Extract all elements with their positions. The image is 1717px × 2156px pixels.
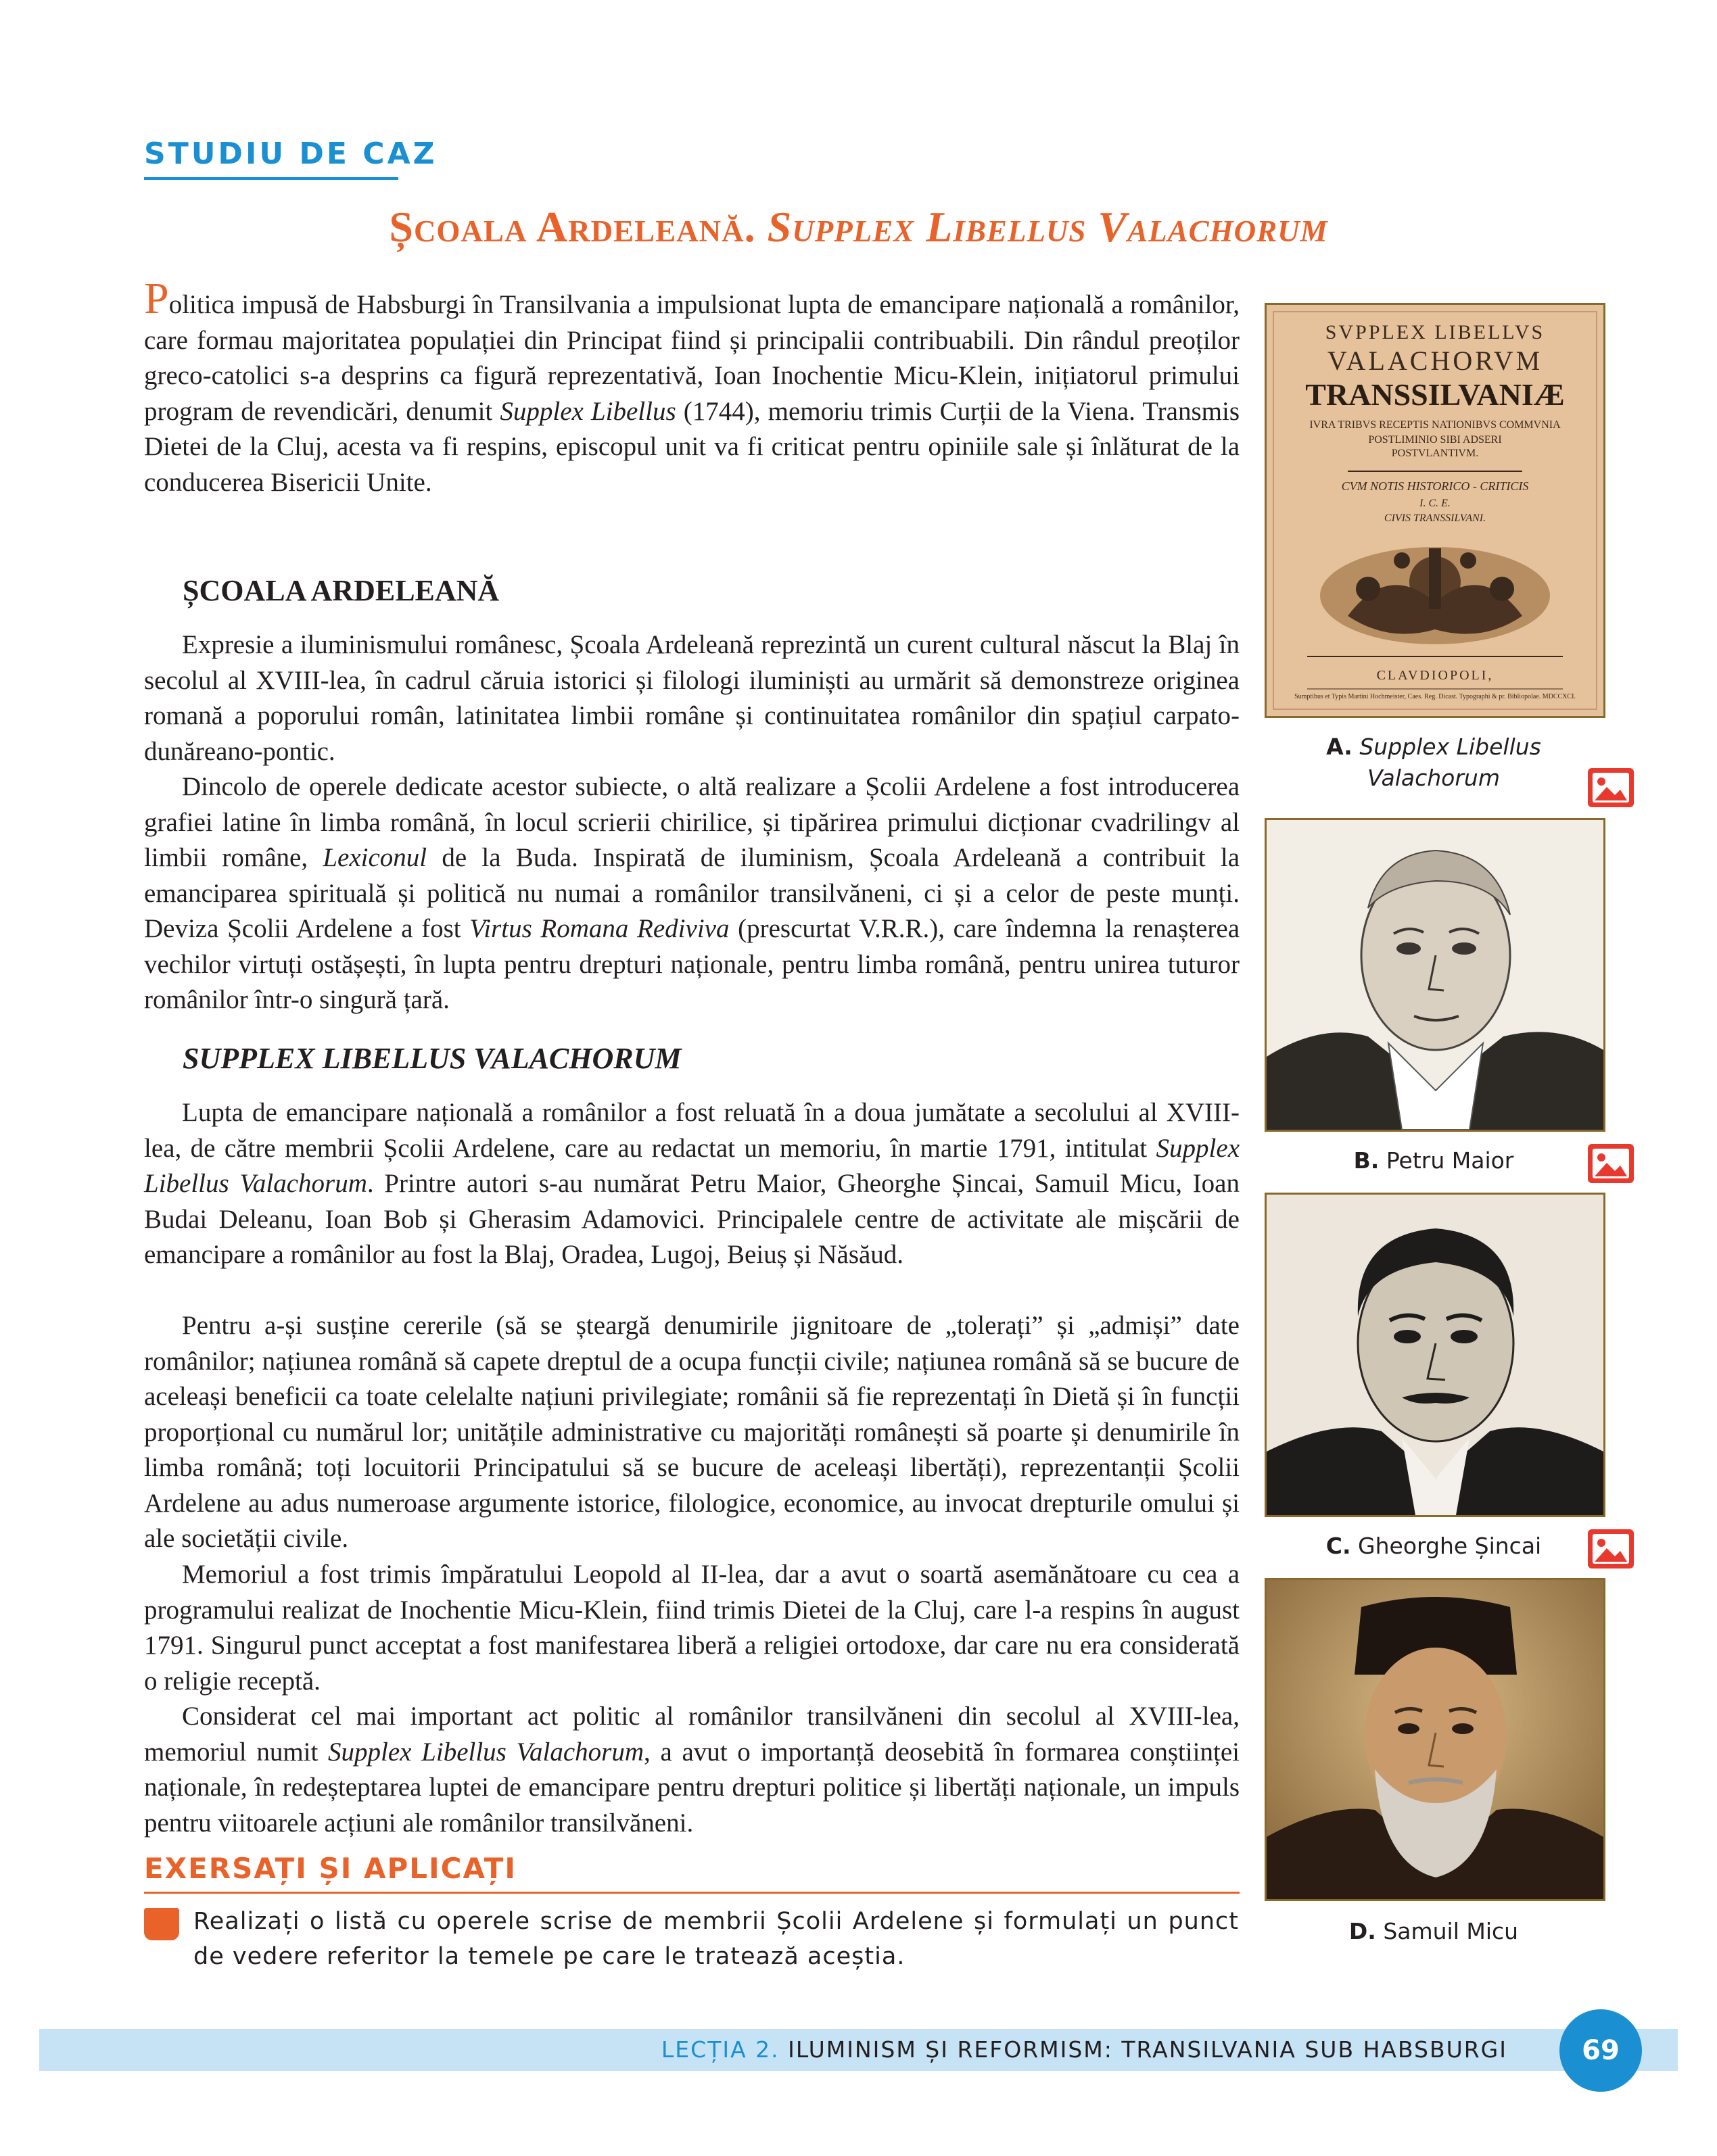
section1-paragraph-1: Expresie a iluminismului românesc, Școala Ardeleană reprezintă un curent cultural născut la Blaj în secolul al XVIII-lea, în cadrul căruia istorici și filologi iluminiști au urmărit să demonstreze originea romană a poporului român, latinitatea limbii române și continuitatea românilor din spațiul carpato-dunăreano-pontic.	[144, 630, 1240, 766]
book-line-9: CIVIS TRANSSILVANI.	[1384, 512, 1486, 524]
case-study-underline	[144, 177, 398, 180]
caption-d: D. Samuil Micu	[1348, 1918, 1519, 1944]
page-number: 69	[1559, 2009, 1642, 2092]
exercise-bullet-icon	[144, 1908, 179, 1940]
caption-b: B. Petru Maior	[1353, 1147, 1514, 1174]
book-line-2: VALACHORVM	[1327, 345, 1543, 376]
book-line-11: Sumptibus et Typis Martini Hochmeister, Caes. Reg. Dicast. Typographi & pr. Bibliopolae. MDCCXCI.	[1294, 693, 1576, 700]
book-line-10: CLAVDIOPOLI,	[1376, 668, 1494, 683]
exercise-heading: EXERSAȚI ȘI APLICAȚI	[144, 1852, 517, 1885]
page-title	[0, 200, 1717, 254]
portrait-petru-maior	[1267, 820, 1603, 1130]
book-line-4: IVRA TRIBVS RECEPTIS NATIONIBVS COMMVNIA	[1309, 419, 1561, 431]
picture-icon[interactable]	[1586, 767, 1635, 809]
book-ornament	[1320, 547, 1550, 644]
picture-icon[interactable]	[1586, 1143, 1635, 1184]
book-line-3: TRANSSILVANIÆ	[1305, 377, 1565, 412]
exercise-text: Realizați o listă cu operele scrise de membrii Școlii Ardelene și formulați un punct de vedere referitor la temele pe care le tratează aceștia.	[193, 1908, 1239, 1970]
section2-paragraph-4: Considerat cel mai important act politic al românilor transilvăneni din secolul al XVIII-lea, memoriul numit Supplex Libellus Valachorum, a avut o importanță deosebită în formarea conștiinței naționale, în redeșteptarea luptei de emancipare pentru drepturi politice și libertăți naționale, un impuls pentru viitoarele acțiuni ale românilor transilvăneni.	[144, 1702, 1240, 1838]
picture-icon[interactable]	[1586, 1528, 1635, 1570]
caption-a: A. Supplex Libellus Valachorum	[1326, 734, 1541, 791]
portrait-gheorghe-sincai	[1267, 1195, 1603, 1515]
section1-paragraph-2: Dincolo de operele dedicate acestor subiecte, o altă realizare a Școlii Ardelene a fost introducerea grafiei latine în limba română, în locul scrierii chirilice, și tipărirea primului dicționar cvadrilingv al limbii române, Lexiconul de la Buda. Inspirată de iluminism, Școala Ardeleană a contribuit la emanciparea spirituală și politică nu numai a românilor transilvăneni, ci și a celor de peste munți. Deviza Școlii Ardelene a fost Virtus Romana Rediviva (prescurtat V.R.R.), care îndemna la renașterea vechilor virtuți ostășești, în lupta pentru drepturi naționale, pentru limba română, pentru unirea tuturor românilor într-o singură țară.	[144, 772, 1240, 1014]
book-line-8: I. C. E.	[1419, 498, 1451, 509]
footer-lesson-number: LECȚIA 2.	[661, 2036, 780, 2063]
section2-paragraph-2: Pentru a-și susține cererile (să se șteargă denumirile jignitoare de „tolerați” și „admiși” date românilor; națiunea română să capete dreptul de a ocupa funcții civile; națiunea română să se bucure de aceleași beneficii ca toate celelalte națiuni privilegiate; românii să fie reprezentați în Dietă și în funcții proporțional cu numărul lor; unitățile administrative cu majorități românești să poarte și denumirile în limba română; toți locuitorii Principatului să se bucure de aceleași libertăți), reprezentanții Școlii Ardelene au adus numeroase argumente istorice, filologice, economice, au invocat drepturile omului și ale societății civile.	[144, 1311, 1240, 1553]
intro-paragraph: Politica impusă de Habsburgi în Transilvania a impulsionat lupta de emancipare națională a românilor, care formau majoritatea populației din Principat fiind și principalii contribuabili. Din rândul preoților greco-catolici s-a desprins ca figură reprezentativă, Ioan Inochentie Micu-Klein, inițiatorul primului program de revendicări, denumit Supplex Libellus (1744), memoriu trimis Curții de la Viena. Transmis Dietei de la Cluj, acesta va fi respins, episcopul unit va fi criticat pentru opiniile sale și înlăturat de la conducerea Bisericii Unite.	[144, 274, 1240, 497]
figure-d-samuil-micu	[1265, 1578, 1605, 1901]
book-cover-image	[1267, 305, 1603, 716]
figure-c-gheorghe-sincai	[1265, 1193, 1605, 1517]
page-title-italic: Supplex Libellus Valachorum	[767, 203, 1328, 251]
section2-paragraph-3: Memoriul a fost trimis împăratului Leopold al II-lea, dar a avut o soartă asemănătoare cu cea a programului realizat de Inochentie Micu-Klein, fiind trimis Dietei de la Cluj, care l-a respins în august 1791. Singurul punct acceptat a fost manifestarea liberă a religiei ortodoxe, dar care nu era considerată o religie receptă.	[144, 1560, 1240, 1696]
case-study-label: STUDIU DE CAZ	[144, 137, 438, 171]
section-heading-supplex: SUPPLEX LIBELLUS VALACHORUM	[183, 1042, 682, 1075]
drop-cap: P	[144, 274, 169, 323]
figure-b-petru-maior	[1265, 818, 1605, 1132]
footer-lesson-name: ILUMINISM ȘI REFORMISM: TRANSILVANIA SUB HABSBURGI	[788, 2036, 1507, 2063]
portrait-samuil-micu	[1267, 1580, 1603, 1899]
caption-c: C. Gheorghe Șincai	[1325, 1533, 1542, 1559]
book-line-7: CVM NOTIS HISTORICO - CRITICIS	[1341, 479, 1529, 493]
exercise-underline	[144, 1892, 1240, 1894]
page-title-main: Școala Ardeleană.	[389, 203, 756, 251]
book-line-6: POSTVLANTIVM.	[1391, 448, 1479, 459]
book-line-5: POSTLIMINIO SIBI ADSERI	[1368, 434, 1502, 446]
book-line-1: SVPPLEX LIBELLVS	[1325, 321, 1545, 343]
section-heading-scoala-ardeleana: ȘCOALA ARDELEANĂ	[183, 574, 500, 607]
section2-paragraph-1: Lupta de emancipare națională a românilor a fost reluată în a doua jumătate a secolului al XVIII-lea, de către membrii Școlii Ardelene, care au redactat un memoriu, în martie 1791, intitulat Supplex Libellus Valachorum. Printre autori s-au numărat Petru Maior, Gheorghe Șincai, Samuil Micu, Ioan Budai Deleanu, Ioan Bob și Gherasim Adamovici. Principalele centre de activitate ale mișcării de emancipare a românilor au fost la Blaj, Oradea, Lugoj, Beiuș și Năsăud.	[144, 1098, 1240, 1269]
figure-a-book-cover	[1265, 303, 1605, 718]
footer-lesson-title	[661, 2030, 1507, 2069]
